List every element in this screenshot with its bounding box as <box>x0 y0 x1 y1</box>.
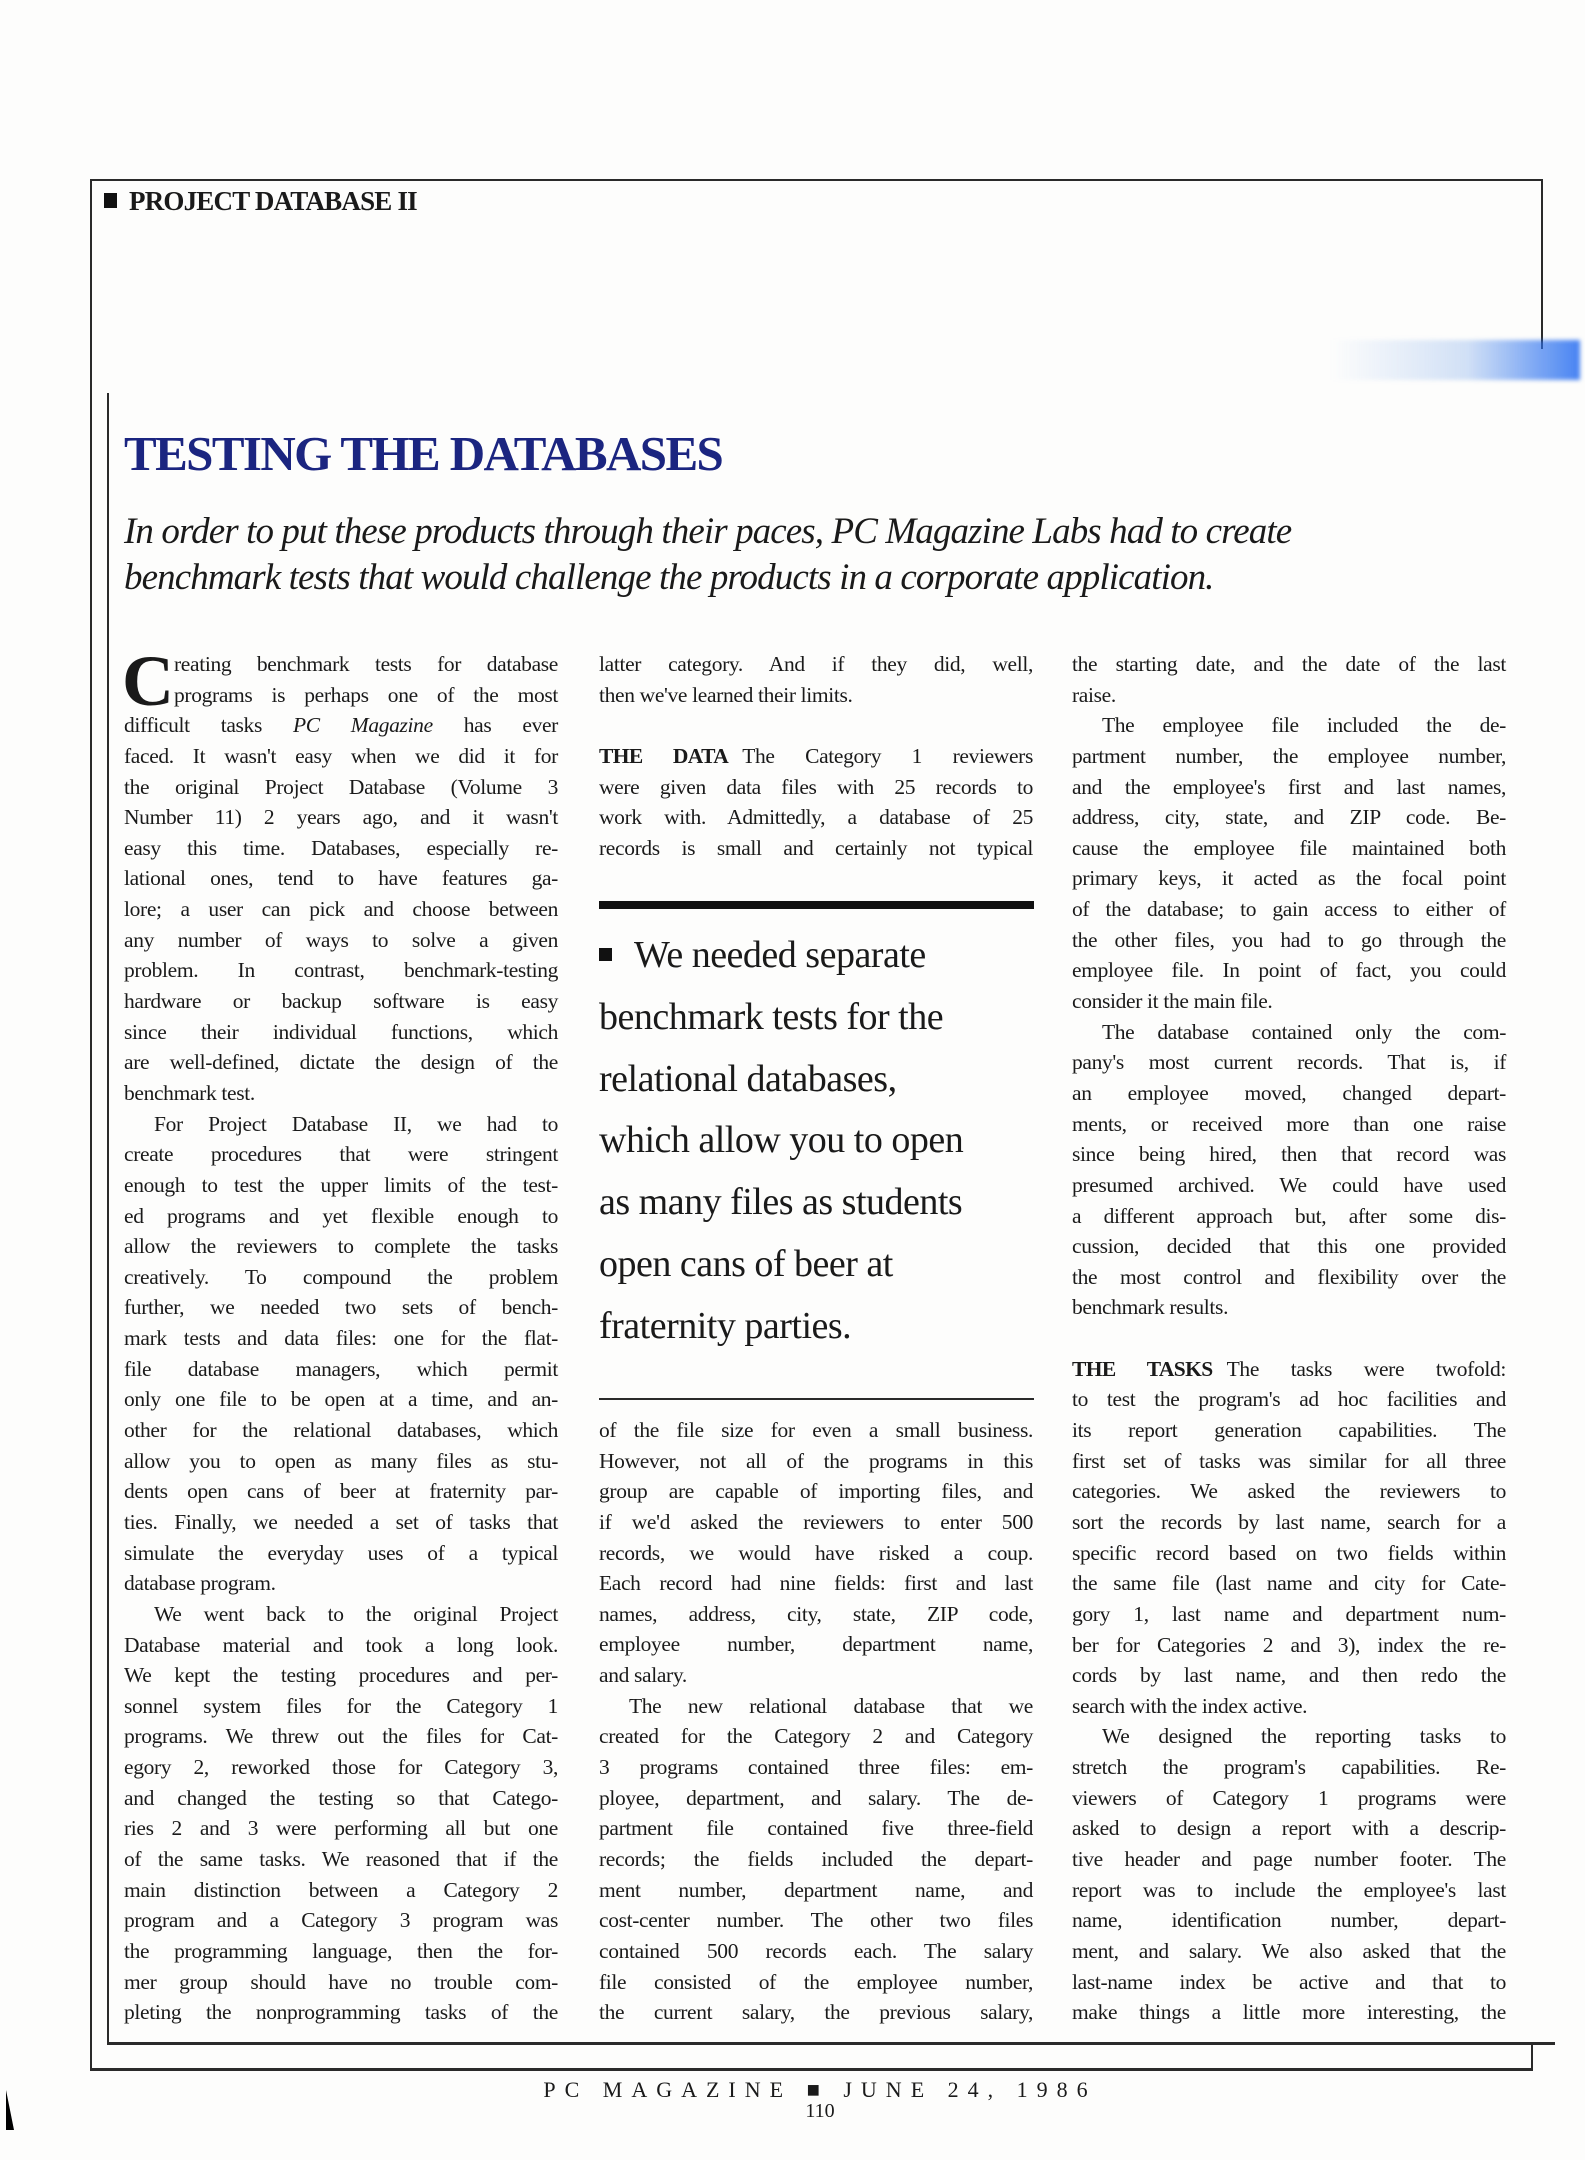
text-line <box>1072 680 1506 711</box>
text-segment: file database managers, which permit <box>124 1356 558 1381</box>
text-segment: allow the reviewers to complete the tasks <box>124 1234 558 1259</box>
text-line <box>599 741 1033 772</box>
text-line <box>124 1415 558 1446</box>
text-segment: faced. It wasn't easy when we did it for <box>124 743 558 768</box>
text-segment: lational ones, tend to have features ga- <box>124 866 558 891</box>
text-line <box>599 1629 1033 1660</box>
column-2-top <box>599 649 1033 863</box>
text-segment: since being hired, then that record was <box>1072 1142 1506 1167</box>
text-line <box>124 955 558 986</box>
text-segment: cussion, decided that this one provided <box>1072 1234 1506 1259</box>
text-segment: presumed archived. We could have used <box>1072 1172 1506 1197</box>
text-segment: pany's most current records. That is, if <box>1072 1050 1506 1075</box>
text-line <box>599 680 1033 711</box>
paragraph <box>1072 649 1506 710</box>
text-segment: raise. <box>1072 682 1116 707</box>
text-line <box>124 1354 558 1385</box>
pull-quote-text: which allow you to open <box>599 1119 964 1162</box>
paragraph <box>599 1691 1033 2028</box>
text-segment: employee number, department name, <box>599 1632 1033 1657</box>
text-segment: simulate the everyday uses of a typical <box>124 1540 558 1565</box>
text-line <box>599 1660 1033 1691</box>
pull-quote-line <box>599 1110 1034 1172</box>
text-segment: program and a Category 3 program was <box>124 1908 558 1933</box>
text-line <box>1072 1078 1506 1109</box>
text-line <box>1072 1415 1506 1446</box>
text-line <box>1072 1568 1506 1599</box>
text-segment: main distinction between a Category 2 <box>124 1877 558 1902</box>
text-segment: tive header and page number footer. The <box>1072 1846 1506 1871</box>
text-segment: Each record had nine fields: first and last <box>599 1571 1033 1596</box>
text-line <box>599 1446 1033 1477</box>
text-segment: ment, and salary. We also asked that the <box>1072 1938 1506 1963</box>
text-line <box>124 1721 558 1752</box>
text-line <box>124 1568 558 1599</box>
text-segment: the most control and flexibility over the <box>1072 1264 1506 1289</box>
text-segment: The employee file included the de- <box>1102 713 1506 738</box>
text-segment: and the employee's first and last names, <box>1072 774 1506 799</box>
text-line <box>1072 1292 1506 1323</box>
text-segment: of the database; to gain access to either of <box>1072 897 1506 922</box>
text-line <box>1072 1139 1506 1170</box>
text-segment: the starting date, and the date of the last <box>1072 652 1506 676</box>
text-line <box>124 1262 558 1293</box>
text-segment: viewers of Category 1 programs were <box>1072 1785 1506 1810</box>
text-line <box>124 1384 558 1415</box>
pull-quote-text: fraternity parties. <box>599 1304 852 1347</box>
text-segment: ties. Finally, we needed a set of tasks that <box>124 1509 558 1534</box>
text-line <box>1072 1170 1506 1201</box>
text-segment: benchmark results. <box>1072 1295 1229 1320</box>
paragraph <box>1072 1721 1506 2027</box>
paragraph <box>1072 1017 1506 1323</box>
run-in-heading: THE TASKS <box>1072 1356 1213 1381</box>
text-line <box>124 1047 558 1078</box>
text-line <box>124 1813 558 1844</box>
text-segment: to test the program's ad hoc facilities and <box>1072 1387 1506 1412</box>
pull-quote-text: benchmark tests for the <box>599 995 944 1038</box>
text-line <box>599 802 1033 833</box>
text-segment: name, identification number, depart- <box>1072 1908 1506 1933</box>
text-segment: sonnel system files for the Category 1 <box>124 1693 558 1718</box>
text-line <box>1072 1017 1506 1048</box>
text-line <box>1072 1201 1506 1232</box>
pull-quote-bottom-rule <box>599 1398 1034 1400</box>
text-segment: difficult tasks <box>124 713 293 738</box>
text-segment: employee file. In point of fact, you could <box>1072 958 1506 983</box>
text-segment: cause the employee file maintained both <box>1072 835 1506 860</box>
pull-quote-text: relational databases, <box>599 1057 897 1100</box>
text-segment: created for the Category 2 and Category <box>599 1724 1033 1749</box>
text-line <box>124 1017 558 1048</box>
text-segment: mer group should have no trouble com- <box>124 1969 558 1994</box>
text-line <box>124 1599 558 1630</box>
text-line <box>1072 1905 1506 1936</box>
text-line <box>124 710 558 741</box>
text-line <box>1072 772 1506 803</box>
text-line <box>124 1109 558 1140</box>
text-line <box>599 1476 1033 1507</box>
text-line <box>599 1538 1033 1569</box>
text-segment: and salary. <box>599 1663 687 1688</box>
text-line <box>124 1292 558 1323</box>
paragraph <box>599 649 1033 710</box>
text-line <box>1072 925 1506 956</box>
section-label-text: PROJECT DATABASE II <box>129 186 417 216</box>
pull-quote-text: We needed separate <box>634 934 926 976</box>
text-line <box>1072 1507 1506 1538</box>
text-line <box>1072 649 1506 680</box>
text-line <box>1072 863 1506 894</box>
text-line <box>1072 955 1506 986</box>
text-segment: We designed the reporting tasks to <box>1102 1724 1506 1749</box>
text-segment: asked to design a report with a descrip- <box>1072 1816 1506 1841</box>
text-segment: reating benchmark tests for database <box>174 652 558 676</box>
text-line <box>1072 1262 1506 1293</box>
text-segment: the programming language, then the for- <box>124 1938 558 1963</box>
text-line <box>1072 1109 1506 1140</box>
text-segment: We kept the testing procedures and per- <box>124 1663 558 1688</box>
pull-quote-line <box>599 1172 1034 1234</box>
text-line <box>124 1538 558 1569</box>
text-segment: then we've learned their limits. <box>599 682 853 707</box>
text-segment: names, address, city, state, ZIP code, <box>599 1601 1033 1626</box>
text-segment: ed programs and yet flexible enough to <box>124 1203 558 1228</box>
text-line <box>1072 1384 1506 1415</box>
bullet-square-icon <box>104 193 117 208</box>
text-line <box>599 1844 1033 1875</box>
text-segment: gory 1, last name and department num- <box>1072 1601 1506 1626</box>
text-line <box>1072 1660 1506 1691</box>
text-line <box>1072 1813 1506 1844</box>
article-deck-line: In order to put these products through their paces, PC Magazine Labs had to create <box>124 511 1292 552</box>
text-line <box>124 1997 558 2028</box>
pull-quote <box>599 925 1034 1358</box>
text-segment: cords by last name, and then redo the <box>1072 1663 1506 1688</box>
text-line <box>1072 833 1506 864</box>
text-line <box>1072 1783 1506 1814</box>
text-line <box>124 1170 558 1201</box>
pull-quote-line <box>599 1296 1034 1358</box>
text-segment: mark tests and data files: one for the flat- <box>124 1326 558 1351</box>
text-line <box>124 1752 558 1783</box>
text-segment: were given data files with 25 records to <box>599 774 1033 799</box>
paragraph <box>122 641 558 1109</box>
text-segment: file consisted of the employee number, <box>599 1969 1033 1994</box>
paragraph <box>124 1109 558 1599</box>
text-line <box>124 802 558 833</box>
text-line <box>124 1691 558 1722</box>
text-line <box>124 1139 558 1170</box>
footer-page-number: 110 <box>805 2100 835 2122</box>
text-line <box>1072 1599 1506 1630</box>
text-line <box>599 1415 1033 1446</box>
text-line <box>599 1752 1033 1783</box>
text-line <box>599 1691 1033 1722</box>
text-segment: However, not all of the programs in this <box>599 1448 1033 1473</box>
text-line <box>124 1660 558 1691</box>
text-line <box>1072 1721 1506 1752</box>
text-line <box>1072 894 1506 925</box>
paragraph <box>599 1415 1033 1691</box>
text-segment: sort the records by last name, search for a <box>1072 1509 1506 1534</box>
text-segment: categories. We asked the reviewers to <box>1072 1479 1506 1504</box>
text-segment: cost-center number. The other two files <box>599 1908 1033 1933</box>
text-segment: create procedures that were stringent <box>124 1142 558 1167</box>
text-segment: since their individual functions, which <box>124 1019 558 1044</box>
frame-right-rule <box>1541 179 1543 349</box>
text-segment: database program. <box>124 1571 276 1596</box>
text-line <box>1072 1538 1506 1569</box>
text-segment: allow you to open as many files as stu- <box>124 1448 558 1473</box>
text-segment: ployee, department, and salary. The de- <box>599 1785 1033 1810</box>
text-line <box>1072 1997 1506 2028</box>
text-segment: partment number, the employee number, <box>1072 743 1506 768</box>
text-segment: other for the relational databases, which <box>124 1418 558 1443</box>
text-line <box>599 1783 1033 1814</box>
text-line <box>599 1507 1033 1538</box>
text-line <box>599 833 1033 864</box>
text-segment: benchmark test. <box>124 1080 255 1105</box>
text-line <box>124 863 558 894</box>
text-segment: of the same tasks. We reasoned that if the <box>124 1846 558 1871</box>
text-segment: if we'd asked the reviewers to enter 500 <box>599 1509 1033 1534</box>
text-segment: pleting the nonprogramming tasks of the <box>124 2000 558 2025</box>
text-line <box>124 1967 558 1998</box>
text-segment: The tasks were twofold: <box>1226 1356 1506 1381</box>
text-line <box>599 1568 1033 1599</box>
text-line <box>599 1721 1033 1752</box>
section-label <box>104 186 417 217</box>
paragraph <box>1072 710 1506 1016</box>
text-segment: lore; a user can pick and choose between <box>124 897 558 922</box>
text-segment: latter category. And if they did, well, <box>599 652 1033 676</box>
text-segment: contained 500 records each. The salary <box>599 1938 1033 1963</box>
pull-quote-line <box>599 1049 1034 1111</box>
text-line <box>1072 1752 1506 1783</box>
text-segment: The new relational database that we <box>629 1693 1033 1718</box>
text-line <box>124 925 558 956</box>
text-segment: make things a little more interesting, the <box>1072 2000 1506 2025</box>
text-segment: report was to include the employee's last <box>1072 1877 1506 1902</box>
text-segment: work with. Admittedly, a database of 25 <box>599 805 1033 830</box>
column-bottom-rule <box>107 2042 1555 2045</box>
column-3 <box>1072 649 1506 2028</box>
text-segment: further, we needed two sets of bench- <box>124 1295 558 1320</box>
text-segment: ments, or received more than one raise <box>1072 1111 1506 1136</box>
text-line <box>1072 1476 1506 1507</box>
pull-quote-top-rule <box>599 901 1034 909</box>
text-line <box>599 1875 1033 1906</box>
inner-left-rule <box>107 393 109 2043</box>
text-segment: creatively. To compound the problem <box>124 1264 558 1289</box>
text-line <box>124 1231 558 1262</box>
bullet-square-icon <box>599 948 612 961</box>
text-segment: For Project Database II, we had to <box>154 1111 558 1136</box>
paragraph <box>599 741 1033 864</box>
text-segment: an employee moved, changed depart- <box>1072 1080 1506 1105</box>
text-line <box>1072 1446 1506 1477</box>
pull-quote-line <box>599 1234 1034 1296</box>
text-segment: of the file size for even a small business. <box>599 1418 1033 1442</box>
frame-bottom-right-rule <box>1531 2043 1533 2070</box>
text-segment: the current salary, the previous salary, <box>599 2000 1033 2025</box>
text-line <box>124 1476 558 1507</box>
text-line <box>124 1875 558 1906</box>
text-line <box>599 1599 1033 1630</box>
text-segment: stretch the program's capabilities. Re- <box>1072 1755 1506 1780</box>
text-line <box>1072 1875 1506 1906</box>
text-segment: group are capable of importing files, and <box>599 1479 1033 1504</box>
text-segment: specific record based on two fields within <box>1072 1540 1506 1565</box>
text-line <box>124 1201 558 1232</box>
text-segment: address, city, state, and ZIP code. Be- <box>1072 805 1506 830</box>
text-segment: ment number, department name, and <box>599 1877 1033 1902</box>
publication-name: PC Magazine <box>292 713 433 738</box>
text-segment: and changed the testing so that Catego- <box>124 1785 558 1810</box>
text-line <box>1072 710 1506 741</box>
column-2-bottom <box>599 1415 1033 2028</box>
blue-scan-artifact <box>1330 340 1580 380</box>
text-line <box>124 1783 558 1814</box>
article-deck-line: benchmark tests that would challenge the products in a corporate application. <box>124 557 1214 598</box>
text-segment: egory 2, reworked those for Category 3, <box>124 1755 558 1780</box>
text-segment: easy this time. Databases, especially re- <box>124 835 558 860</box>
text-line <box>1072 1967 1506 1998</box>
text-line <box>124 1630 558 1661</box>
text-line <box>124 1936 558 1967</box>
text-line <box>124 1446 558 1477</box>
text-segment: a different approach but, after some dis- <box>1072 1203 1506 1228</box>
text-line <box>1072 1231 1506 1262</box>
text-line <box>124 1844 558 1875</box>
text-line <box>1072 1047 1506 1078</box>
text-line <box>124 1507 558 1538</box>
paragraph <box>124 1599 558 2028</box>
text-segment: consider it the main file. <box>1072 989 1273 1014</box>
text-segment: its report generation capabilities. The <box>1072 1418 1506 1443</box>
frame-bottom-rule <box>90 2068 1533 2071</box>
text-segment: The database contained only the com- <box>1102 1019 1506 1044</box>
text-line <box>124 986 558 1017</box>
text-segment: the same file (last name and city for Cate- <box>1072 1571 1506 1596</box>
text-line <box>124 894 558 925</box>
text-line <box>1072 802 1506 833</box>
text-segment: only one file to be open at a time, and an- <box>124 1387 558 1412</box>
text-segment: has ever <box>432 713 558 738</box>
text-line <box>124 680 558 711</box>
text-segment: primary keys, it acted as the focal point <box>1072 866 1506 891</box>
text-line <box>124 1905 558 1936</box>
footer-magazine-date: PC MAGAZINE ■ JUNE 24, 1986 <box>543 2077 1097 2102</box>
text-segment: first set of tasks was similar for all three <box>1072 1448 1506 1473</box>
text-segment: Number 11) 2 years ago, and it wasn't <box>124 805 558 830</box>
text-segment: the other files, you had to go through the <box>1072 927 1506 952</box>
text-line <box>599 1936 1033 1967</box>
text-line <box>599 772 1033 803</box>
text-segment: partment file contained five three-field <box>599 1816 1033 1841</box>
pull-quote-line <box>599 987 1034 1049</box>
text-segment: ber for Categories 2 and 3), index the re- <box>1072 1632 1506 1657</box>
frame-top-rule <box>90 179 1543 181</box>
text-line <box>124 1323 558 1354</box>
text-segment: records, we would have risked a coup. <box>599 1540 1033 1565</box>
text-segment: programs is perhaps one of the most <box>174 682 558 707</box>
text-segment: The Category 1 reviewers <box>742 743 1033 768</box>
text-line <box>1072 1936 1506 1967</box>
text-line <box>1072 1354 1506 1385</box>
text-segment: records is small and certainly not typical <box>599 835 1033 860</box>
text-segment: We went back to the original Project <box>154 1601 558 1626</box>
text-segment: the original Project Database (Volume 3 <box>124 774 558 799</box>
column-1 <box>122 641 558 2028</box>
text-segment: problem. In contrast, benchmark-testing <box>124 958 558 983</box>
drop-cap: C <box>122 641 174 721</box>
article-title: TESTING THE DATABASES <box>124 426 723 481</box>
text-line <box>599 1905 1033 1936</box>
text-segment: records; the fields included the depart- <box>599 1846 1033 1871</box>
text-segment: 3 programs contained three files: em- <box>599 1755 1033 1780</box>
text-line <box>124 741 558 772</box>
text-segment: are well-defined, dictate the design of the <box>124 1050 558 1075</box>
paragraph <box>1072 1354 1506 1722</box>
text-segment: hardware or backup software is easy <box>124 989 558 1014</box>
text-line <box>1072 1691 1506 1722</box>
text-line <box>1072 741 1506 772</box>
text-line <box>599 1997 1033 2028</box>
text-line <box>1072 1844 1506 1875</box>
run-in-heading: THE DATA <box>599 743 729 768</box>
text-segment: Database material and took a long look. <box>124 1632 558 1657</box>
text-line <box>124 772 558 803</box>
text-segment: enough to test the upper limits of the test- <box>124 1172 558 1197</box>
text-segment: ries 2 and 3 were performing all but one <box>124 1816 558 1841</box>
text-line <box>599 649 1033 680</box>
text-line <box>124 1078 558 1109</box>
text-segment: dents open cans of beer at fraternity par- <box>124 1479 558 1504</box>
pull-quote-line <box>599 925 1034 987</box>
pull-quote-text: as many files as students <box>599 1181 963 1224</box>
text-segment: programs. We threw out the files for Cat- <box>124 1724 558 1749</box>
text-segment: any number of ways to solve a given <box>124 927 558 952</box>
text-line <box>1072 1630 1506 1661</box>
text-segment: last-name index be active and that to <box>1072 1969 1506 1994</box>
frame-left-rule <box>90 179 92 2070</box>
text-line <box>124 833 558 864</box>
text-line <box>1072 986 1506 1017</box>
text-line <box>599 1967 1033 1998</box>
text-line <box>599 1813 1033 1844</box>
pull-quote-text: open cans of beer at <box>599 1242 893 1285</box>
text-segment: search with the index active. <box>1072 1693 1308 1718</box>
